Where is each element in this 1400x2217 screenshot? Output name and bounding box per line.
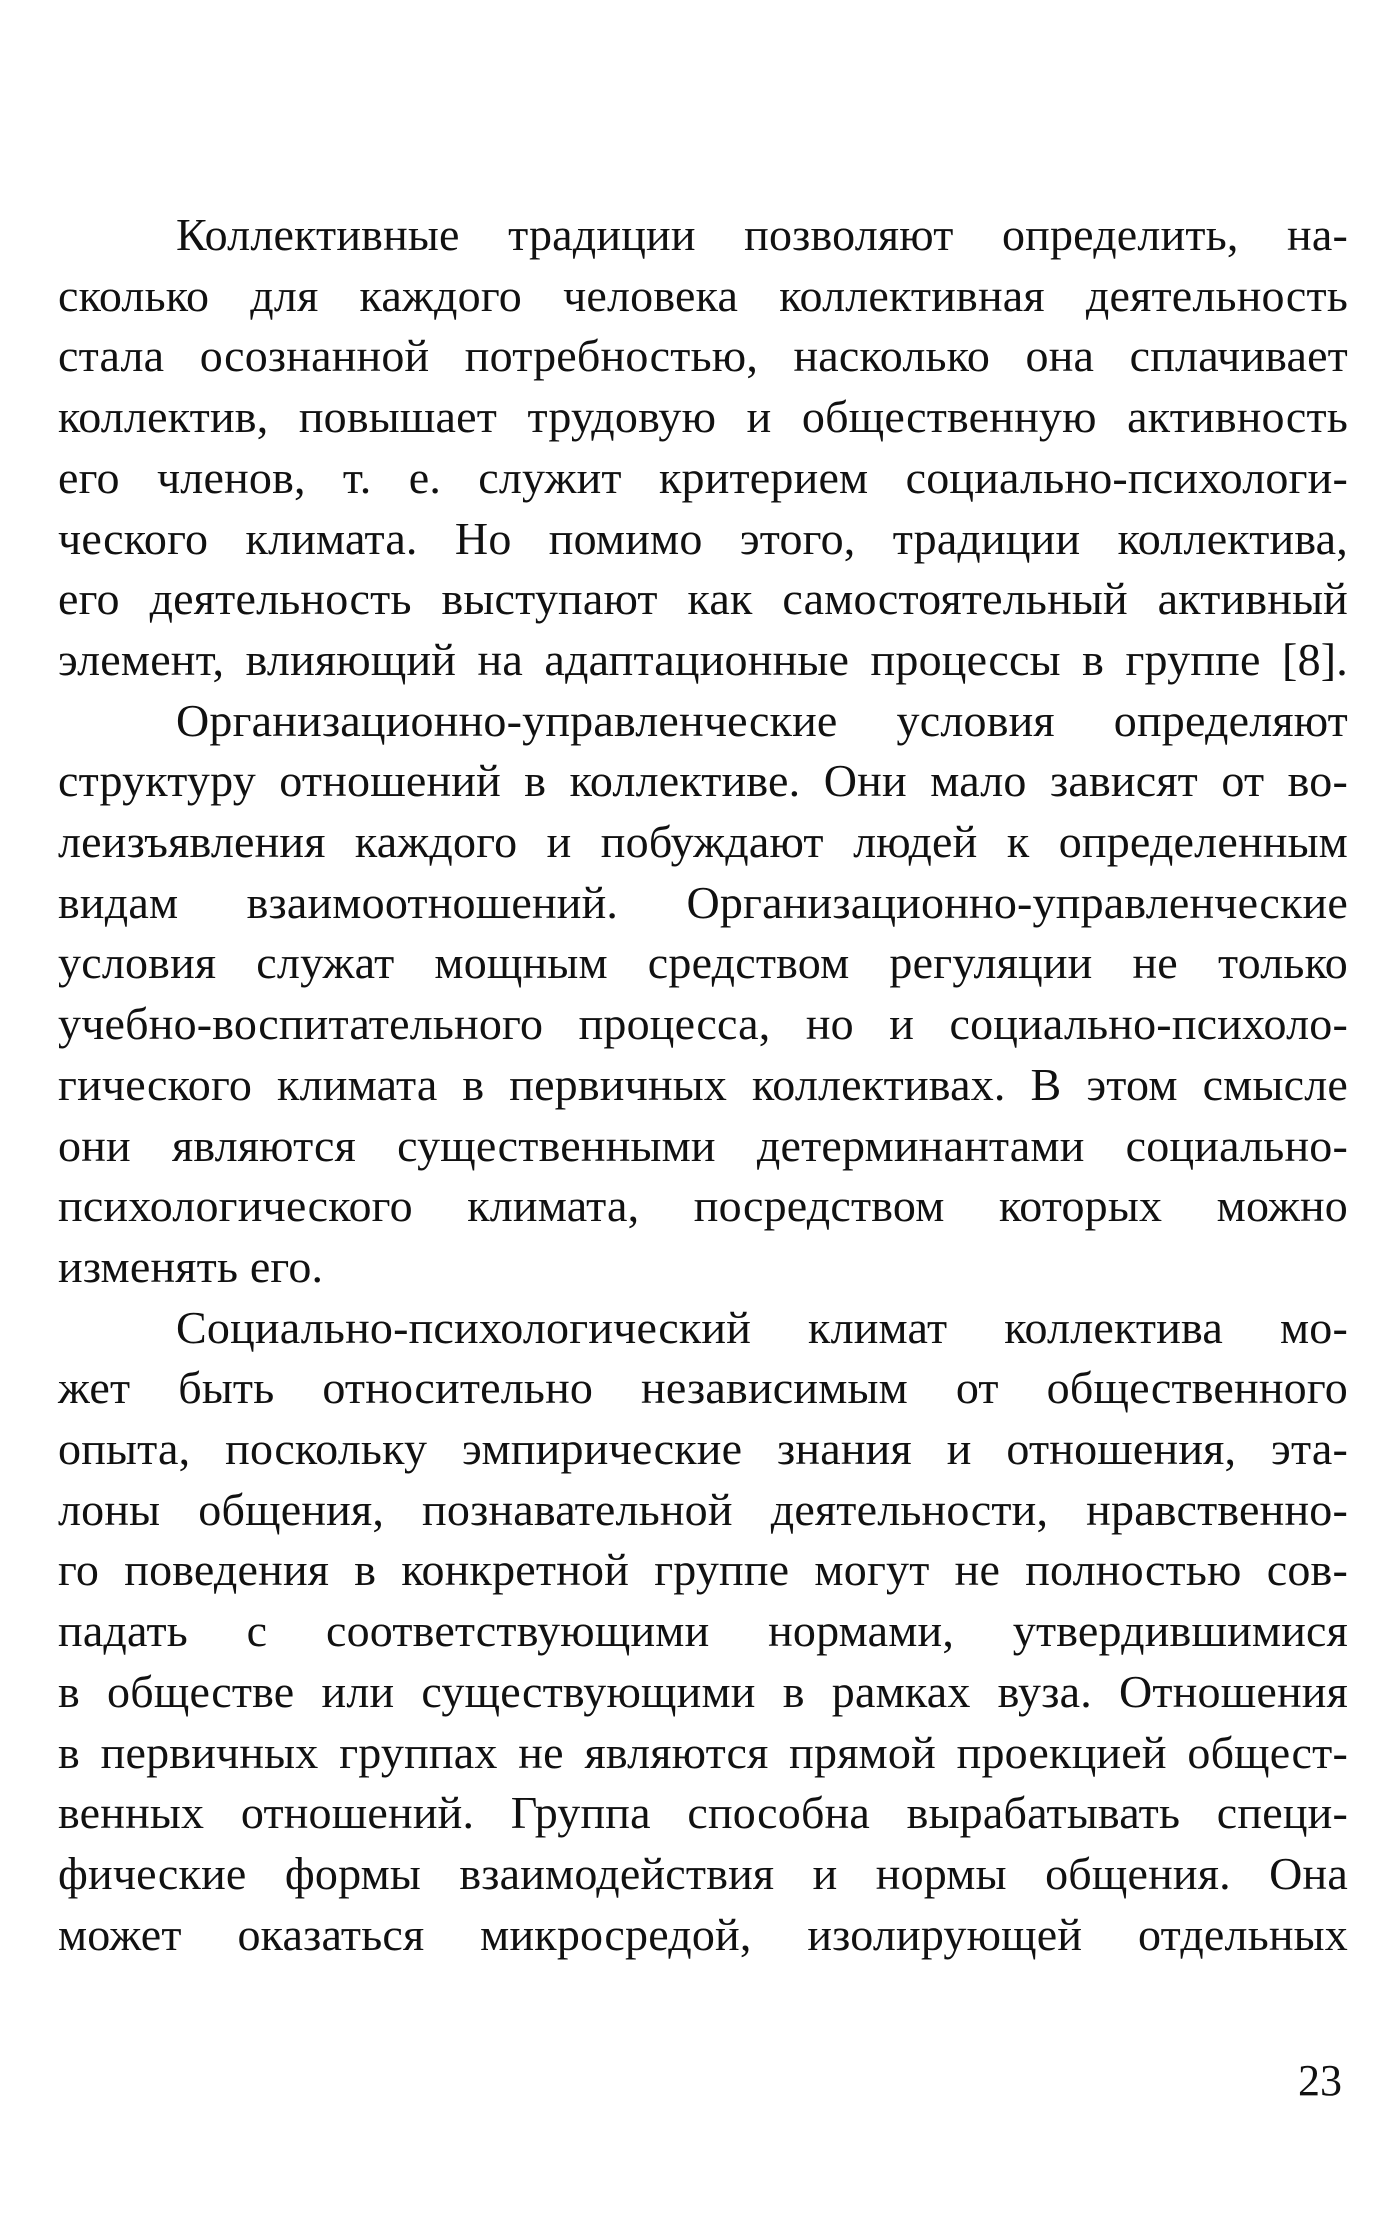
text-line: леизъявления каждого и побуждают людей к определенным	[58, 816, 1348, 868]
text-line: гического климата в первичных коллективах. В этом смысле	[58, 1058, 1348, 1110]
text-line: Коллективные традиции позволяют определить, на-	[176, 209, 1348, 260]
text-line: учебно-воспитательного процесса, но и социально-психоло-	[58, 998, 1348, 1050]
text-line: элемент, влияющий на адаптационные процессы в группе [8].	[58, 633, 1348, 685]
text-line: лоны общения, познавательной деятельности, нравственно-	[58, 1483, 1348, 1535]
text-line: сколько для каждого человека коллективная деятельность	[58, 269, 1348, 321]
text-line: Организационно-управленческие условия определяют	[176, 694, 1348, 746]
text-line: Социально-психологический климат коллектива мо-	[176, 1301, 1348, 1353]
text-line: в обществе или существующими в рамках вуза. Отношения	[58, 1665, 1348, 1717]
text-line: в первичных группах не являются прямой проекцией общест-	[58, 1726, 1348, 1778]
text-line: жет быть относительно независимым от общественного	[58, 1362, 1348, 1414]
text-line: его деятельность выступают как самостоятельный активный	[58, 573, 1348, 625]
body-text	[58, 205, 1348, 1965]
text-line: коллектив, повышает трудовую и общественную активность	[58, 391, 1348, 443]
text-line: психологического климата, посредством которых можно	[58, 1180, 1348, 1232]
text-line: фические формы взаимодействия и нормы общения. Она	[58, 1847, 1348, 1899]
text-line: изменять его.	[58, 1240, 324, 1292]
text-line: опыта, поскольку эмпирические знания и отношения, эта-	[58, 1423, 1348, 1475]
text-line: условия служат мощным средством регуляции не только	[58, 937, 1348, 989]
text-line: стала осознанной потребностью, насколько она сплачивает	[58, 330, 1348, 382]
text-line: видам взаимоотношений. Организационно-управленческие	[58, 876, 1348, 928]
text-line: венных отношений. Группа способна вырабатывать специ-	[58, 1787, 1348, 1839]
text-line: они являются существенными детерминантами социально-	[58, 1119, 1348, 1171]
text-line: падать с соответствующими нормами, утвердившимися	[58, 1605, 1348, 1657]
page-number: 23	[1298, 2056, 1342, 2105]
paragraph-3	[58, 1298, 1348, 1966]
text-line: может оказаться микросредой, изолирующей отдельных	[58, 1908, 1348, 1960]
paragraph-2	[58, 691, 1348, 1298]
text-line: его членов, т. е. служит критерием социально-психологи-	[58, 451, 1348, 503]
text-line: структуру отношений в коллективе. Они мало зависят от во-	[58, 755, 1348, 807]
paragraph-1	[58, 205, 1348, 691]
text-line: ческого климата. Но помимо этого, традиции коллектива,	[58, 512, 1348, 564]
text-line: го поведения в конкретной группе могут не полностью сов-	[58, 1544, 1348, 1596]
